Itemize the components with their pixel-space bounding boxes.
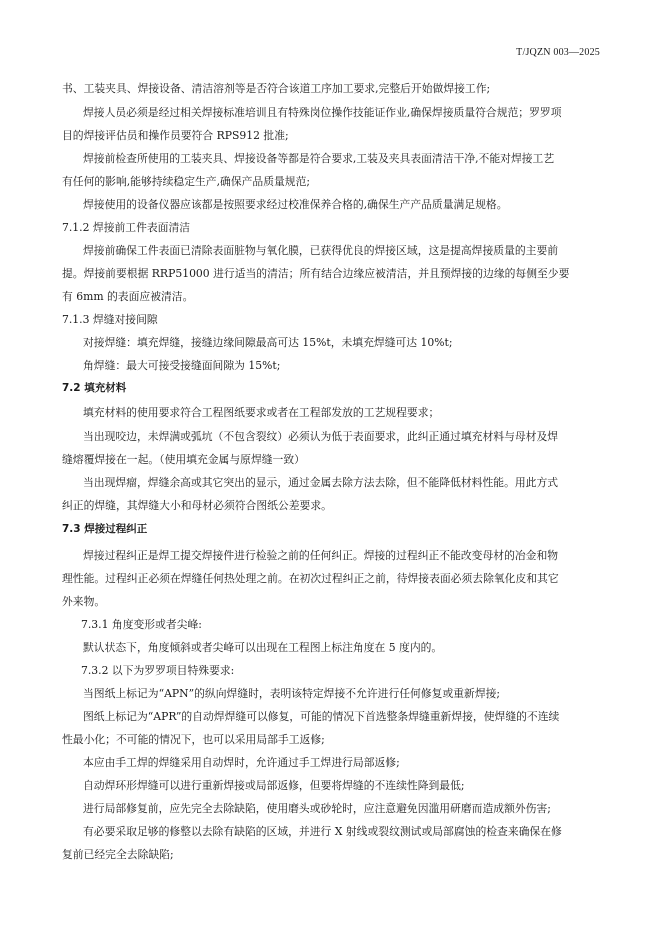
text-line: 当出现焊瘤，焊缝余高或其它突出的显示，通过金属去除方法去除，但不能降低材料性能。用此方式 — [83, 476, 559, 489]
text-line: 纠正的焊缝，其焊缝大小和母材必须符合图纸公差要求。 — [62, 499, 332, 512]
section-heading: 7.3 焊接过程纠正 — [62, 523, 148, 535]
text-line: 理性能。过程纠正必须在焊缝任何热处理之前。在初次过程纠正之前，待焊接表面必须去除氧化皮和其它 — [62, 572, 559, 585]
text-line: 书、工装夹具、焊接设备、清洁溶剂等是否符合该道工序加工要求,完整后开始做焊接工作; — [62, 82, 491, 95]
text-line: 图纸上标记为“APR”的自动焊焊缝可以修复，可能的情况下首选整条焊缝重新焊接，使焊缝的不连续 — [83, 710, 560, 723]
text-line: 当图纸上标记为“APN”的纵向焊缝时，表明该特定焊接不允许进行任何修复或重新焊接; — [83, 687, 501, 700]
text-line: 焊接使用的设备仪器应该都是按照要求经过校准保养合格的,确保生产产品质量满足规格。 — [83, 198, 508, 211]
text-line: 对接焊缝：填充焊缝，接缝边缘间隙最高可达 15%t，未填充焊缝可达 10%t; — [83, 336, 453, 349]
text-line: 焊接过程纠正是焊工提交焊接件进行检验之前的任何纠正。焊接的过程纠正不能改变母材的冶金和物 — [83, 549, 559, 562]
text-line: 有 6mm 的表面应被清洁。 — [62, 290, 194, 303]
section-heading: 7.3.2 以下为罗罗项目特殊要求: — [81, 664, 235, 677]
text-line: 外来物。 — [62, 595, 106, 608]
text-line: 缝熔覆焊接在一起。（使用填充金属与原焊缝一致） — [62, 453, 305, 466]
text-line: 焊接前确保工件表面已清除表面脏物与氧化膜，已获得优良的焊接区域，这是提高焊接质量的主要前 — [83, 244, 559, 257]
section-heading: 7.3.1 角度变形或者尖峰: — [81, 618, 202, 631]
section-heading: 7.1.3 焊缝对接间隙 — [62, 313, 158, 326]
text-line: 自动焊环形焊缝可以进行重新焊接或局部返修，但要将焊缝的不连续性降到最低; — [83, 779, 465, 792]
section-heading: 7.1.2 焊接前工件表面清洁 — [62, 221, 191, 234]
text-line: 有必要采取足够的修整以去除有缺陷的区域，并进行 X 射线或裂纹测试或局部腐蚀的检查来确保在修 — [83, 825, 562, 838]
text-line: 提。焊接前要根据 RRP51000 进行适当的清洁；所有结合边缘应被清洁，并且预焊接的边缘的每侧至少要 — [62, 267, 570, 280]
text-line: 当出现咬边，未焊满或弧坑（不包含裂纹）必须认为低于表面要求，此纠正通过填充材料与母材及焊 — [83, 430, 559, 443]
text-line: 焊接人员必须是经过相关焊接标准培训且有特殊岗位操作技能证作业,确保焊接质量符合规范；罗罗项 — [83, 106, 562, 119]
document-body — [62, 81, 602, 862]
text-line: 目的焊接评估员和操作员要符合 RPS912 批准; — [62, 129, 289, 142]
document-code: T/JQZN 003—2025 — [516, 47, 600, 58]
text-line: 有任何的影响,能够持续稳定生产,确保产品质量规范; — [62, 175, 311, 188]
text-line: 默认状态下，角度倾斜或者尖峰可以出现在工程图上标注角度在 5 度内的。 — [83, 641, 443, 654]
text-line: 本应由手工焊的焊缝采用自动焊时，允许通过手工焊进行局部返修; — [83, 756, 400, 769]
text-line: 焊接前检查所使用的工装夹具、焊接设备等都是符合要求,工装及夹具表面清洁干净,不能对焊接工艺 — [83, 152, 555, 165]
text-line: 性最小化；不可能的情况下，也可以采用局部手工返修; — [62, 733, 325, 746]
text-line: 填充材料的使用要求符合工程图纸要求或者在工程部发放的工艺规程要求； — [83, 406, 440, 419]
text-line: 角焊缝：最大可接受接缝面间隙为 15%t; — [83, 359, 281, 372]
text-line: 复前已经完全去除缺陷; — [62, 848, 174, 861]
text-line: 进行局部修复前，应先完全去除缺陷，使用磨头或砂轮时，应注意避免因滥用研磨而造成额外伤害; — [83, 802, 551, 815]
section-heading: 7.2 填充材料 — [62, 382, 127, 394]
